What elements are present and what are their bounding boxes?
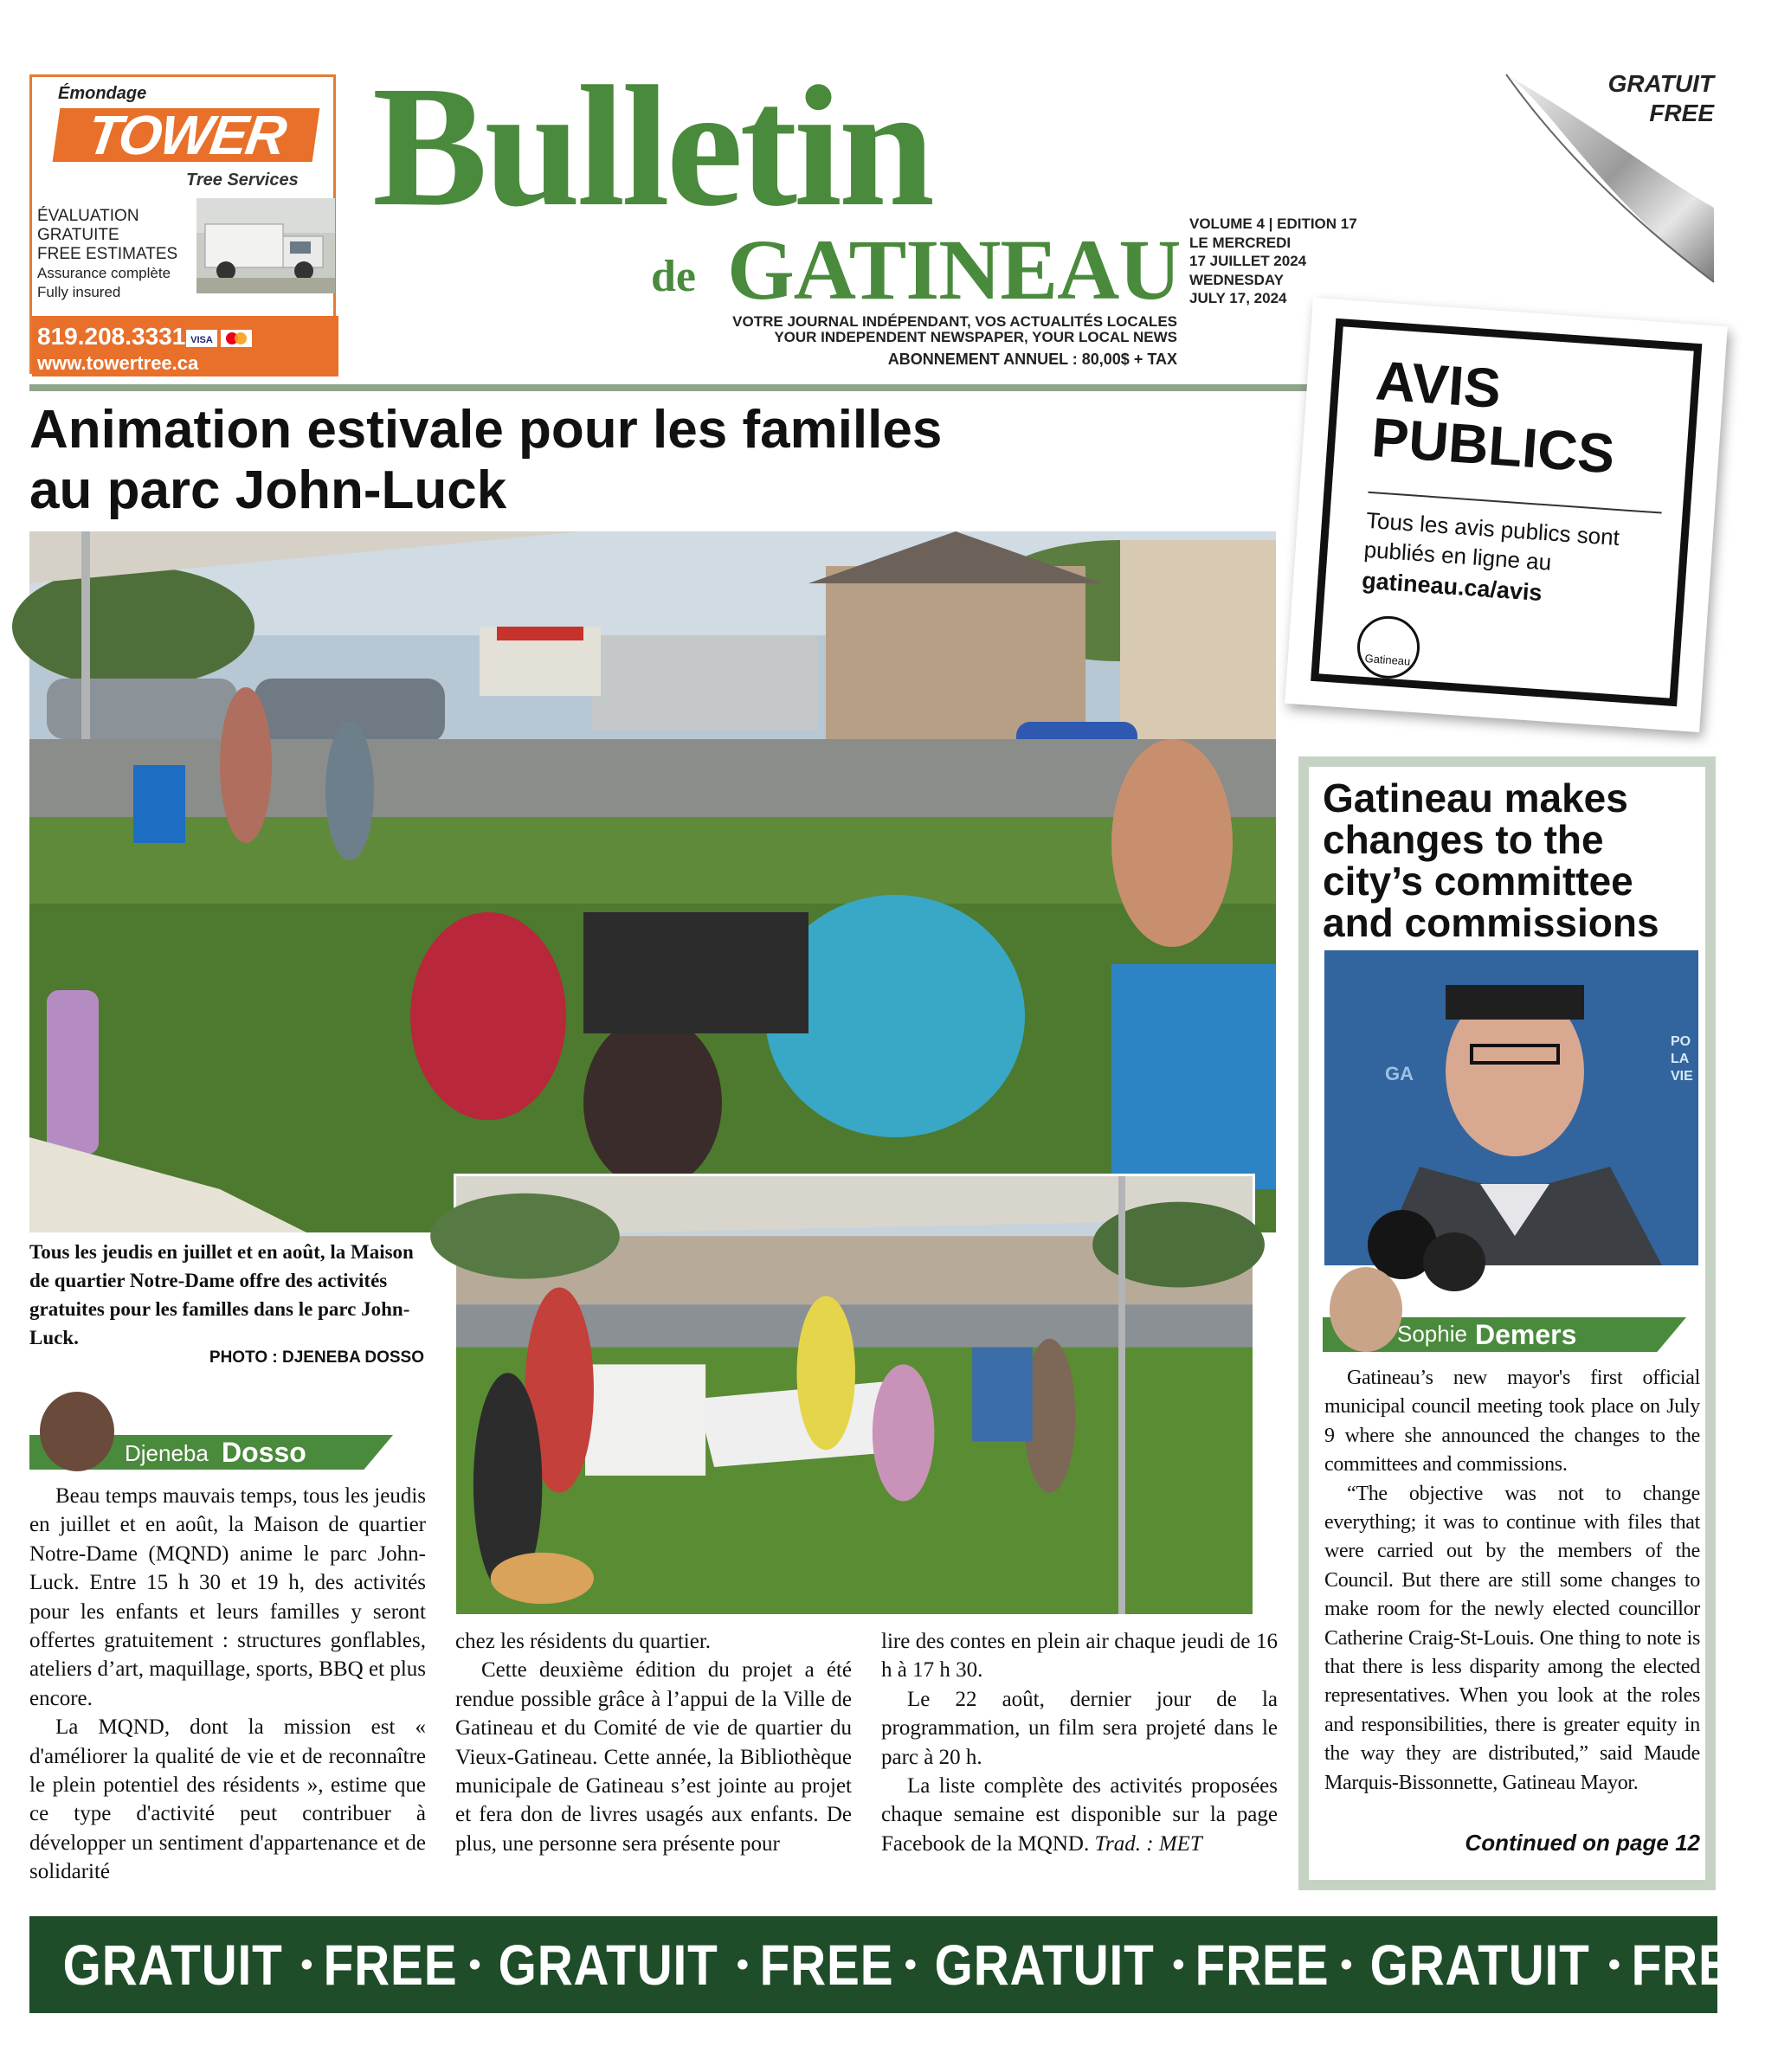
svg-text:PO: PO: [1671, 1034, 1691, 1049]
ad-line: FREE ESTIMATES: [37, 245, 178, 263]
article-paragraph: “The objective was not to change everything; it was to continue with files that were carried out by the members of the Council. But there are still some changes to make room for the newly elected councillor Catherine Craig-St-Louis. One thing to note is that there is less disparity among the elected representatives. When you look at the roles and responsibilities, there is greater equity in the way they are distributed,” said Maude Marquis-Bissonnette, Gatineau Mayor.: [1324, 1482, 1700, 1794]
article-paragraph: Gatineau’s new mayor's first official municipal council meeting took place on July 9 where she announced the changes to the committees and commissions.: [1324, 1367, 1700, 1477]
date-en: JULY 17, 2024: [1189, 290, 1287, 306]
headline-line: Animation estivale pour les familles: [29, 400, 943, 460]
craft-table-photo: [454, 1174, 1255, 1617]
article-column-1: [29, 1482, 426, 1887]
masthead-de: de: [651, 252, 696, 301]
bullet-icon: •: [904, 1945, 917, 1984]
park-families-photo: [29, 531, 1276, 1232]
notice-title: AVIS: [1373, 349, 1504, 421]
notice-frame: [1311, 319, 1702, 707]
article-paragraph: La MQND, dont la mission est « d'améliorer la qualité de vie et de reconnaître le plein potentiel des résidents », estime que ce type d'activité peut contribuer à développer un sentiment d'appartenance et de solidarité: [29, 1715, 426, 1884]
article-paragraph: [881, 1772, 1278, 1858]
author-byline: [29, 1433, 428, 1468]
svg-text:LA: LA: [1671, 1052, 1690, 1066]
payment-cards-icon: [184, 328, 254, 349]
article-column-3: [881, 1627, 1278, 1858]
ad-brand-logo: TOWER: [53, 108, 320, 162]
tagline-fr: VOTRE JOURNAL INDÉPENDANT, VOS ACTUALITÉS LOCALES: [732, 313, 1177, 330]
headline-line: au parc John-Luck: [29, 460, 507, 520]
ad-top-text: Émondage: [58, 84, 147, 103]
banner-word: FREE: [1631, 1933, 1765, 1997]
ad-line: ÉVALUATION: [37, 207, 139, 225]
bullet-icon: •: [1172, 1945, 1185, 1984]
masthead-title: Bulletin: [372, 51, 931, 242]
author-avatar: [1330, 1267, 1402, 1352]
notice-title: PUBLICS: [1369, 406, 1617, 486]
article-headline: [29, 400, 1241, 521]
bullet-icon: •: [1607, 1945, 1620, 1984]
notice-description: Tous les avis publics sont publiés en ligne au: [1362, 506, 1620, 576]
date-fr: 17 JUILLET 2024: [1189, 253, 1307, 269]
bullet-icon: •: [736, 1945, 749, 1984]
gratuit-text: GRATUIT: [1607, 70, 1714, 97]
bullet-icon: •: [300, 1945, 313, 1984]
banner-word: GRATUIT: [934, 1933, 1155, 1997]
author-last-name: Demers: [1475, 1319, 1577, 1350]
article-text: La liste complète des activités proposées chaque semaine est disponible sur la page Facebook de la MQND.: [881, 1774, 1278, 1856]
sidebar-author-byline: [1323, 1316, 1693, 1350]
truck-image: [196, 198, 335, 293]
author-first-name: Sophie: [1397, 1321, 1467, 1347]
ad-line: Fully insured: [37, 284, 121, 300]
banner-word: GRATUIT: [499, 1933, 719, 1997]
ad-phone[interactable]: 819.208.3331: [37, 323, 186, 350]
article-column-2: [455, 1627, 852, 1858]
svg-text:VISA: VISA: [190, 335, 213, 345]
author-first-name: Djeneba: [125, 1440, 209, 1466]
date-fr-day: LE MERCREDI: [1189, 235, 1292, 251]
bullet-icon: •: [1340, 1945, 1353, 1984]
banner-word: FREE: [324, 1933, 458, 1997]
free-banner: [29, 1916, 1765, 2013]
ad-website-link[interactable]: www.towertree.ca: [37, 352, 199, 374]
tagline-en: YOUR INDEPENDENT NEWSPAPER, YOUR LOCAL NEWS: [774, 329, 1177, 345]
banner-word: FREE: [759, 1933, 894, 1997]
banner-word: GRATUIT: [62, 1933, 283, 1997]
banner-word: GRATUIT: [1370, 1933, 1591, 1997]
article-paragraph: lire des contes en plein air chaque jeudi de 16 h à 17 h 30.: [881, 1630, 1278, 1683]
gatineau-logo-icon: [1356, 614, 1422, 680]
photo-credit: PHOTO : DJENEBA DOSSO: [209, 1348, 424, 1367]
seal-label: Gatineau: [1364, 652, 1411, 668]
author-avatar: [40, 1392, 114, 1471]
sidebar-article-body: [1324, 1364, 1700, 1798]
masthead-city: GATINEAU: [727, 222, 1181, 318]
article-paragraph: Le 22 août, dernier jour de la programmation, un film sera projeté dans le parc à 20 h.: [881, 1687, 1278, 1769]
ad-subbrand: Tree Services: [186, 171, 299, 190]
date-en-day: WEDNESDAY: [1189, 272, 1284, 288]
photo-caption: Tous les jeudis en juillet et en août, la Maison de quartier Notre-Dame offre des activités gratuites pour les familles dans le parc John-Luck.: [29, 1241, 414, 1348]
article-paragraph: Cette deuxième édition du projet a été rendue possible grâce à l’appui de la Ville de Gatineau et du Comité de vie de quartier du Vieux-Gatineau. Cette année, la Bibliothèque municipale de Gatineau s’est jointe au projet et fera don de livres usagés aux enfants. De plus, une personne sera présente pour: [455, 1658, 852, 1856]
edition-volume: VOLUME 4 | EDITION 17: [1189, 216, 1357, 232]
notice-url-link[interactable]: gatineau.ca/avis: [1361, 567, 1543, 607]
ad-line: GRATUITE: [37, 226, 119, 244]
article-paragraph: chez les résidents du quartier.: [455, 1630, 712, 1653]
translation-credit: Trad. : MET: [1094, 1831, 1202, 1856]
continued-link[interactable]: Continued on page 12: [1465, 1830, 1700, 1856]
svg-text:VIE: VIE: [1671, 1069, 1693, 1084]
ad-line: Assurance complète: [37, 265, 171, 281]
tower-tree-ad[interactable]: [29, 74, 336, 374]
article-paragraph: Beau temps mauvais temps, tous les jeudis en juillet et en août, la Maison de quartier Notre-Dame (MQND) anime le parc John-Luck. Entre 15 h 30 et 19 h, des activités pour les enfants et leurs familles y seront offertes gratuitement : structures gonflables, ateliers d’art, maquillage, sports, BBQ et plus encore.: [29, 1484, 426, 1710]
subscription-price: ABONNEMENT ANNUEL : 80,00$ + TAX: [887, 351, 1177, 368]
author-last-name: Dosso: [222, 1437, 306, 1468]
free-text: FREE: [1649, 100, 1714, 126]
bullet-icon: •: [468, 1945, 481, 1984]
mayor-press-photo: [1324, 950, 1698, 1265]
svg-text:GA: GA: [1385, 1063, 1414, 1084]
ad-offer-text: [37, 207, 210, 302]
public-notices-box[interactable]: [1285, 298, 1728, 732]
banner-word: FREE: [1195, 1933, 1330, 1997]
gratuit-free-label: [1549, 69, 1714, 128]
sidebar-headline: Gatineau makes changes to the city’s committee and commissions: [1323, 775, 1659, 945]
